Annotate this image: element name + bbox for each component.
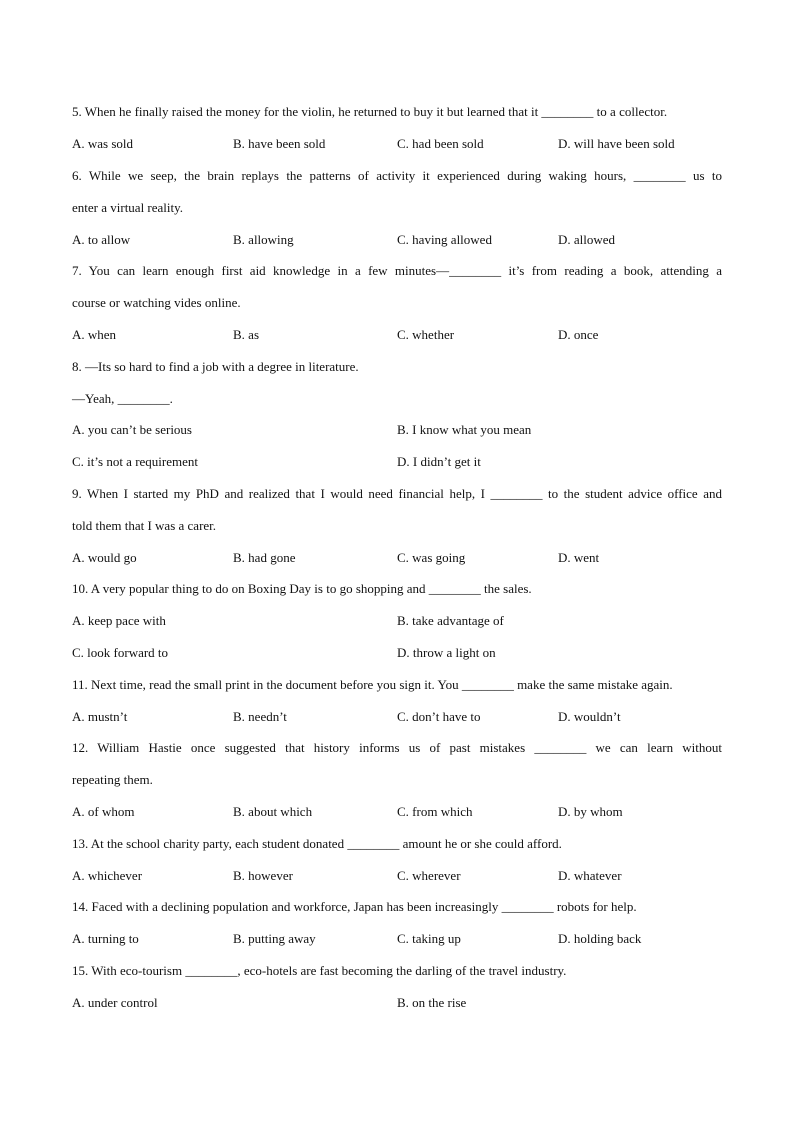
- q8-option-a: A. you can’t be serious: [72, 422, 192, 437]
- question-15-stem: 15. With eco-tourism ________, eco-hotels are fast becoming the darling of the travel industry.: [72, 963, 567, 978]
- q9-option-d: D. went: [558, 550, 600, 565]
- q6-option-c: C. having allowed: [397, 232, 492, 247]
- q10-option-d: D. throw a light on: [397, 645, 496, 660]
- q12-option-c: C. from which: [397, 804, 473, 819]
- q14-option-d: D. holding back: [558, 931, 642, 946]
- q10-option-c: C. look forward to: [72, 645, 169, 660]
- q13-option-b: B. however: [233, 868, 293, 883]
- q14-option-b: B. putting away: [233, 931, 316, 946]
- q5-option-a: A. was sold: [72, 136, 134, 151]
- question-5-stem: 5. When he finally raised the money for the violin, he returned to buy it but learned that it ________ to a collector.: [72, 104, 668, 119]
- q11-option-a: A. mustn’t: [72, 709, 128, 724]
- q12-option-d: D. by whom: [558, 804, 623, 819]
- q11-option-d: D. wouldn’t: [558, 709, 621, 724]
- question-12-stem-line2: repeating them.: [72, 772, 153, 787]
- q13-option-d: D. whatever: [558, 868, 622, 883]
- q8-option-d: D. I didn’t get it: [397, 454, 481, 469]
- question-13-stem: 13. At the school charity party, each student donated ________ amount he or she could afford.: [72, 836, 562, 851]
- q5-option-c: C. had been sold: [397, 136, 484, 151]
- q7-option-a: A. when: [72, 327, 117, 342]
- question-6-stem-line1: 6. While we seep, the brain replays the patterns of activity it experienced during waking hours, ________ us to: [72, 168, 722, 183]
- q9-option-c: C. was going: [397, 550, 466, 565]
- q10-option-b: B. take advantage of: [397, 613, 504, 628]
- q15-option-b: B. on the rise: [397, 995, 467, 1010]
- q14-option-a: A. turning to: [72, 931, 139, 946]
- question-7-stem-line1: 7. You can learn enough first aid knowledge in a few minutes—________ it’s from reading a book, attending a: [72, 263, 722, 278]
- q5-option-d: D. will have been sold: [558, 136, 675, 151]
- q8-option-b: B. I know what you mean: [397, 422, 532, 437]
- question-12-stem-line1: 12. William Hastie once suggested that history informs us of past mistakes ________ we can learn without: [72, 740, 722, 755]
- question-14-stem: 14. Faced with a declining population and workforce, Japan has been increasingly ________ robots for help.: [72, 899, 637, 914]
- q12-option-a: A. of whom: [72, 804, 135, 819]
- question-11-stem: 11. Next time, read the small print in the document before you sign it. You ________ make the same mistake again.: [72, 677, 673, 692]
- q10-option-a: A. keep pace with: [72, 613, 166, 628]
- q5-option-b: B. have been sold: [233, 136, 326, 151]
- q13-option-a: A. whichever: [72, 868, 143, 883]
- question-9-stem-line2: told them that I was a carer.: [72, 518, 217, 533]
- question-9-stem-line1: 9. When I started my PhD and realized that I would need financial help, I ________ to the student advice office and: [72, 486, 722, 501]
- question-6-stem-line2: enter a virtual reality.: [72, 200, 184, 215]
- q12-option-b: B. about which: [233, 804, 313, 819]
- question-8-stem-line2: —Yeah, ________.: [72, 391, 173, 406]
- q8-option-c: C. it’s not a requirement: [72, 454, 199, 469]
- q11-option-c: C. don’t have to: [397, 709, 481, 724]
- question-10-stem: 10. A very popular thing to do on Boxing Day is to go shopping and ________ the sales.: [72, 581, 532, 596]
- q9-option-a: A. would go: [72, 550, 137, 565]
- q7-option-c: C. whether: [397, 327, 455, 342]
- q11-option-b: B. needn’t: [233, 709, 287, 724]
- q13-option-c: C. wherever: [397, 868, 461, 883]
- q14-option-c: C. taking up: [397, 931, 461, 946]
- q9-option-b: B. had gone: [233, 550, 296, 565]
- question-7-stem-line2: course or watching vides online.: [72, 295, 241, 310]
- q6-option-b: B. allowing: [233, 232, 294, 247]
- q15-option-a: A. under control: [72, 995, 158, 1010]
- q6-option-a: A. to allow: [72, 232, 131, 247]
- question-8-stem-line1: 8. —Its so hard to find a job with a degree in literature.: [72, 359, 359, 374]
- q7-option-b: B. as: [233, 327, 259, 342]
- q7-option-d: D. once: [558, 327, 599, 342]
- q6-option-d: D. allowed: [558, 232, 616, 247]
